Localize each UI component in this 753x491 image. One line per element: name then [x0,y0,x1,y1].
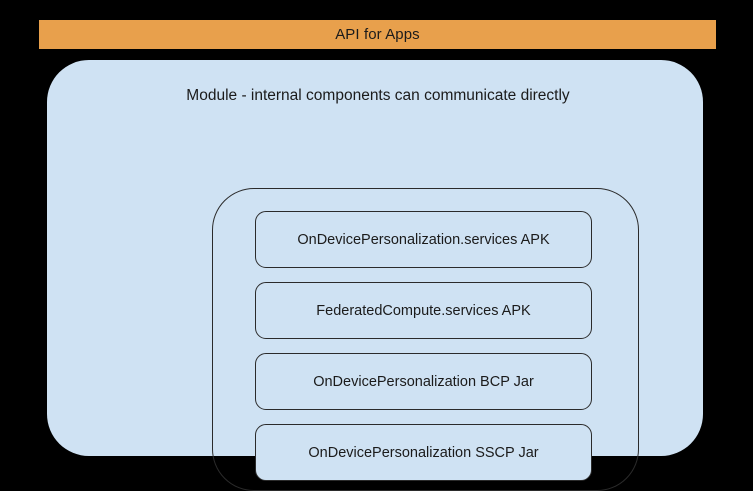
component-label: OnDevicePersonalization.services APK [297,231,550,248]
component-box-odp-sscp-jar [255,424,592,481]
component-box-odp-bcp-jar [255,353,592,410]
component-box-federatedcompute-services-apk [255,282,592,339]
module-container [47,60,703,461]
component-label: OnDevicePersonalization SSCP Jar [308,444,539,461]
api-banner-label: API for Apps [335,26,420,43]
component-label: OnDevicePersonalization BCP Jar [313,373,534,390]
api-for-apps-banner [39,20,716,49]
module-title: Module - internal components can communicate directly [186,87,570,104]
component-box-odp-services-apk [255,211,592,268]
component-label: FederatedCompute.services APK [316,302,531,319]
component-list [255,211,592,481]
